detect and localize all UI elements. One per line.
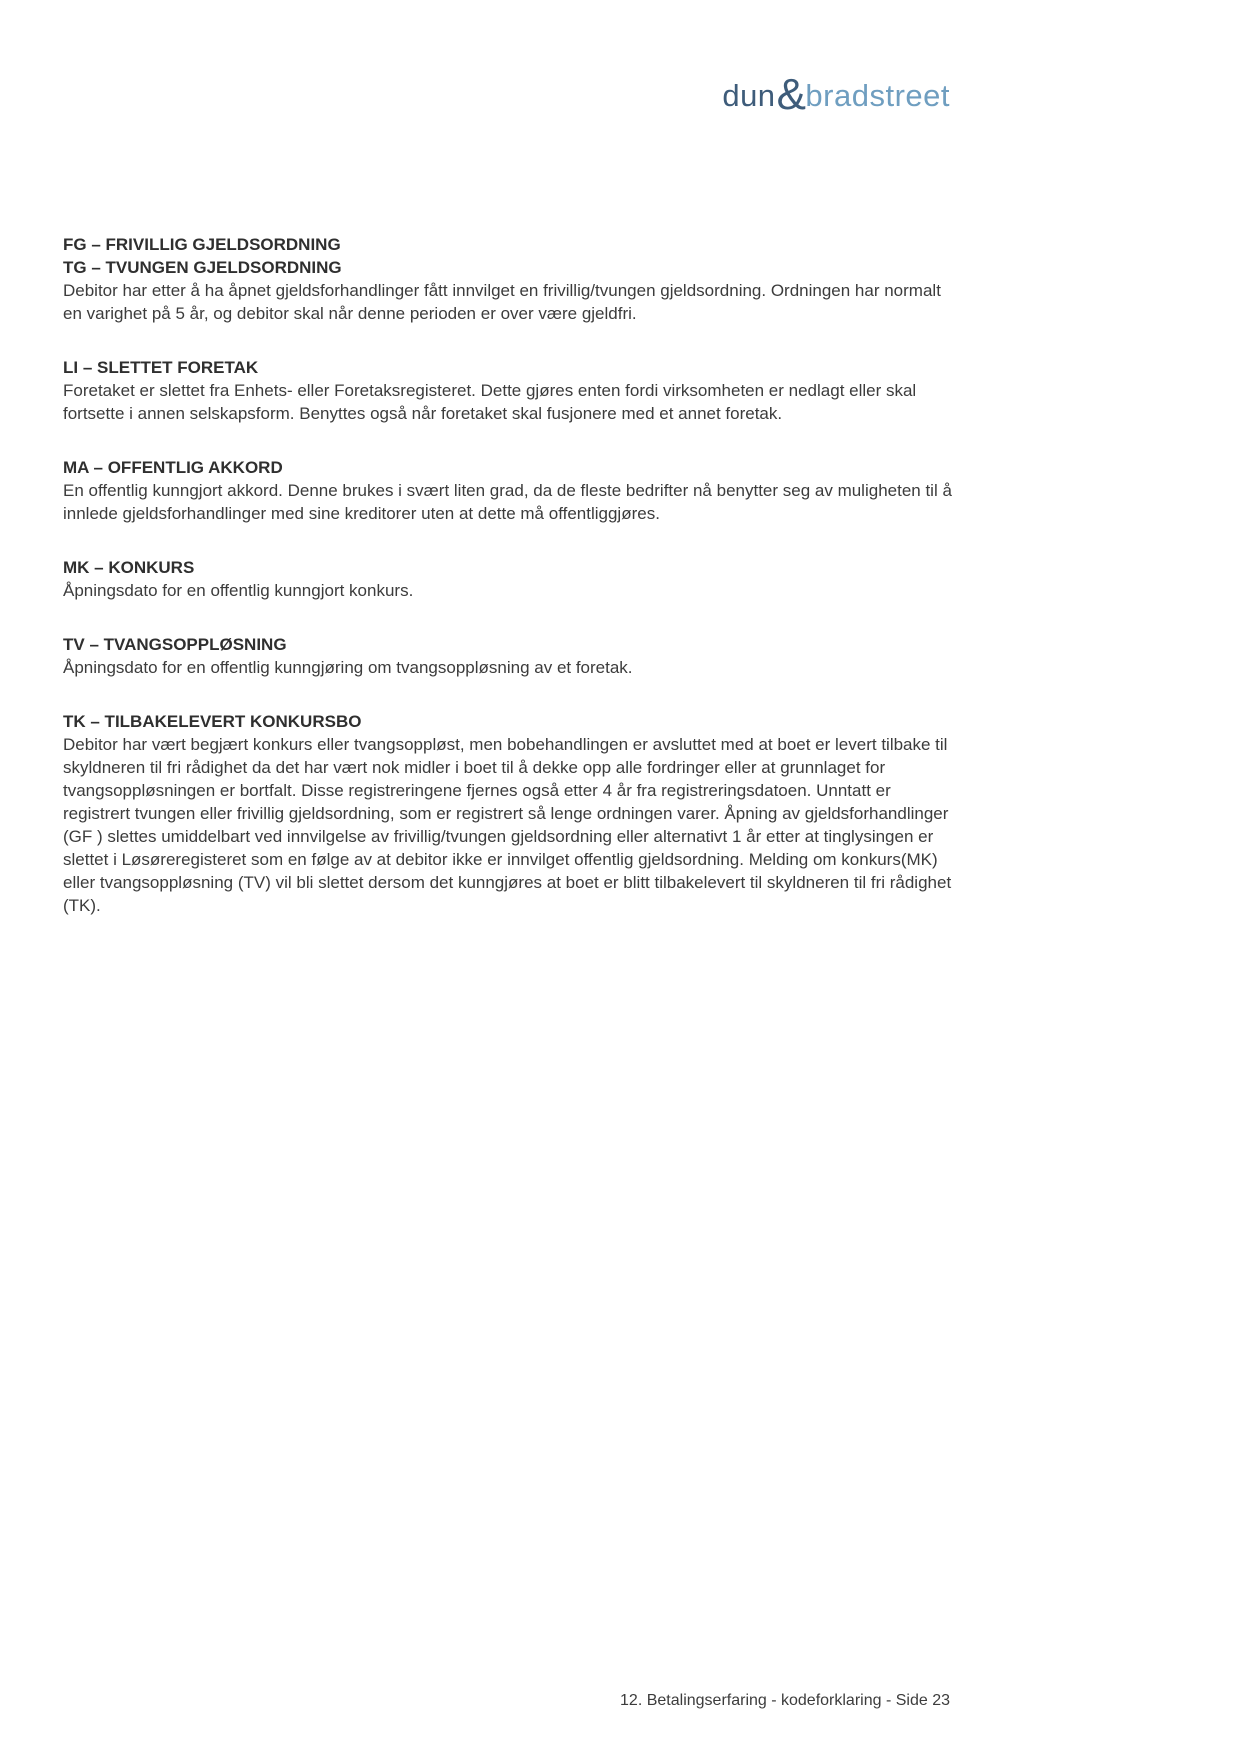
- section-paragraph: En offentlig kunngjort akkord. Denne brukes i svært liten grad, da de fleste bedrifter nå benytter seg av muligheten til å innlede gjeldsforhandlinger med sine kreditorer uten at dette må offentliggjøres.: [63, 481, 952, 523]
- section-paragraph: Debitor har vært begjært konkurs eller tvangsoppløst, men bobehandlingen er avsluttet med at boet er levert tilbake til skyldneren til fri rådighet da det har vært nok midler i boet til å dekke opp alle fordringer eller at grunnlaget for tvangsoppløsningen er bortfalt. Disse registreringene fjernes også etter 4 år fra registreringsdatoen. Unntatt er registrert tvungen eller frivillig gjeldsordning, som er registrert så lenge ordningen varer. Åpning av gjeldsforhandlinger (GF ) slettes umiddelbart ved innvilgelse av frivillig/tvungen gjeldsordning eller alternativt 1 år etter at tinglysingen er slettet i Løsøreregisteret som en følge av at debitor ikke er innvilget offentlig gjeldsordning. Melding om konkurs(MK) eller tvangsoppløsning (TV) vil bli slettet dersom det kunngjøres at boet er blitt tilbakelevert til skyldneren til fri rådighet (TK).: [63, 735, 952, 915]
- section-heading-mk: MK – KONKURS: [63, 558, 195, 577]
- section-ma-offentlig-akkord: [63, 456, 956, 525]
- section-tv-tvangsopplosning: [63, 633, 956, 679]
- section-paragraph: Åpningsdato for en offentlig kunngjort konkurs.: [63, 581, 414, 600]
- section-paragraph: Åpningsdato for en offentlig kunngjøring om tvangsoppløsning av et foretak.: [63, 658, 633, 677]
- section-li-slettet-foretak: [63, 356, 956, 425]
- section-heading-tg: TG – TVUNGEN GJELDSORDNING: [63, 258, 342, 277]
- logo-ampersand-icon: &: [776, 70, 807, 119]
- dun-bradstreet-logo: [722, 70, 950, 119]
- section-mk-konkurs: [63, 556, 956, 602]
- section-heading-tv: TV – TVANGSOPPLØSNING: [63, 635, 287, 654]
- section-fg-tg-gjeldsordning: [63, 233, 956, 325]
- section-paragraph: Foretaket er slettet fra Enhets- eller Foretaksregisteret. Dette gjøres enten fordi virksomheten er nedlagt eller skal fortsette i annen selskapsform. Benyttes også når foretaket skal fusjonere med et annet foretak.: [63, 381, 917, 423]
- page-footer: 12. Betalingserfaring - kodeforklaring - Side 23: [620, 1692, 950, 1709]
- document-body: [63, 233, 956, 948]
- section-heading-li: LI – SLETTET FORETAK: [63, 358, 259, 377]
- section-heading-ma: MA – OFFENTLIG AKKORD: [63, 458, 283, 477]
- logo-text-dun: dun: [722, 78, 776, 113]
- section-heading-fg: FG – FRIVILLIG GJELDSORDNING: [63, 235, 341, 254]
- logo-text-bradstreet: bradstreet: [805, 78, 950, 113]
- section-heading-tk: TK – TILBAKELEVERT KONKURSBO: [63, 712, 362, 731]
- section-paragraph: Debitor har etter å ha åpnet gjeldsforhandlinger fått innvilget en frivillig/tvungen gjeldsordning. Ordningen har normalt en varighet på 5 år, og debitor skal når denne perioden er over være gjeldfri.: [63, 281, 941, 323]
- section-tk-tilbakelevert-konkursbo: [63, 710, 956, 917]
